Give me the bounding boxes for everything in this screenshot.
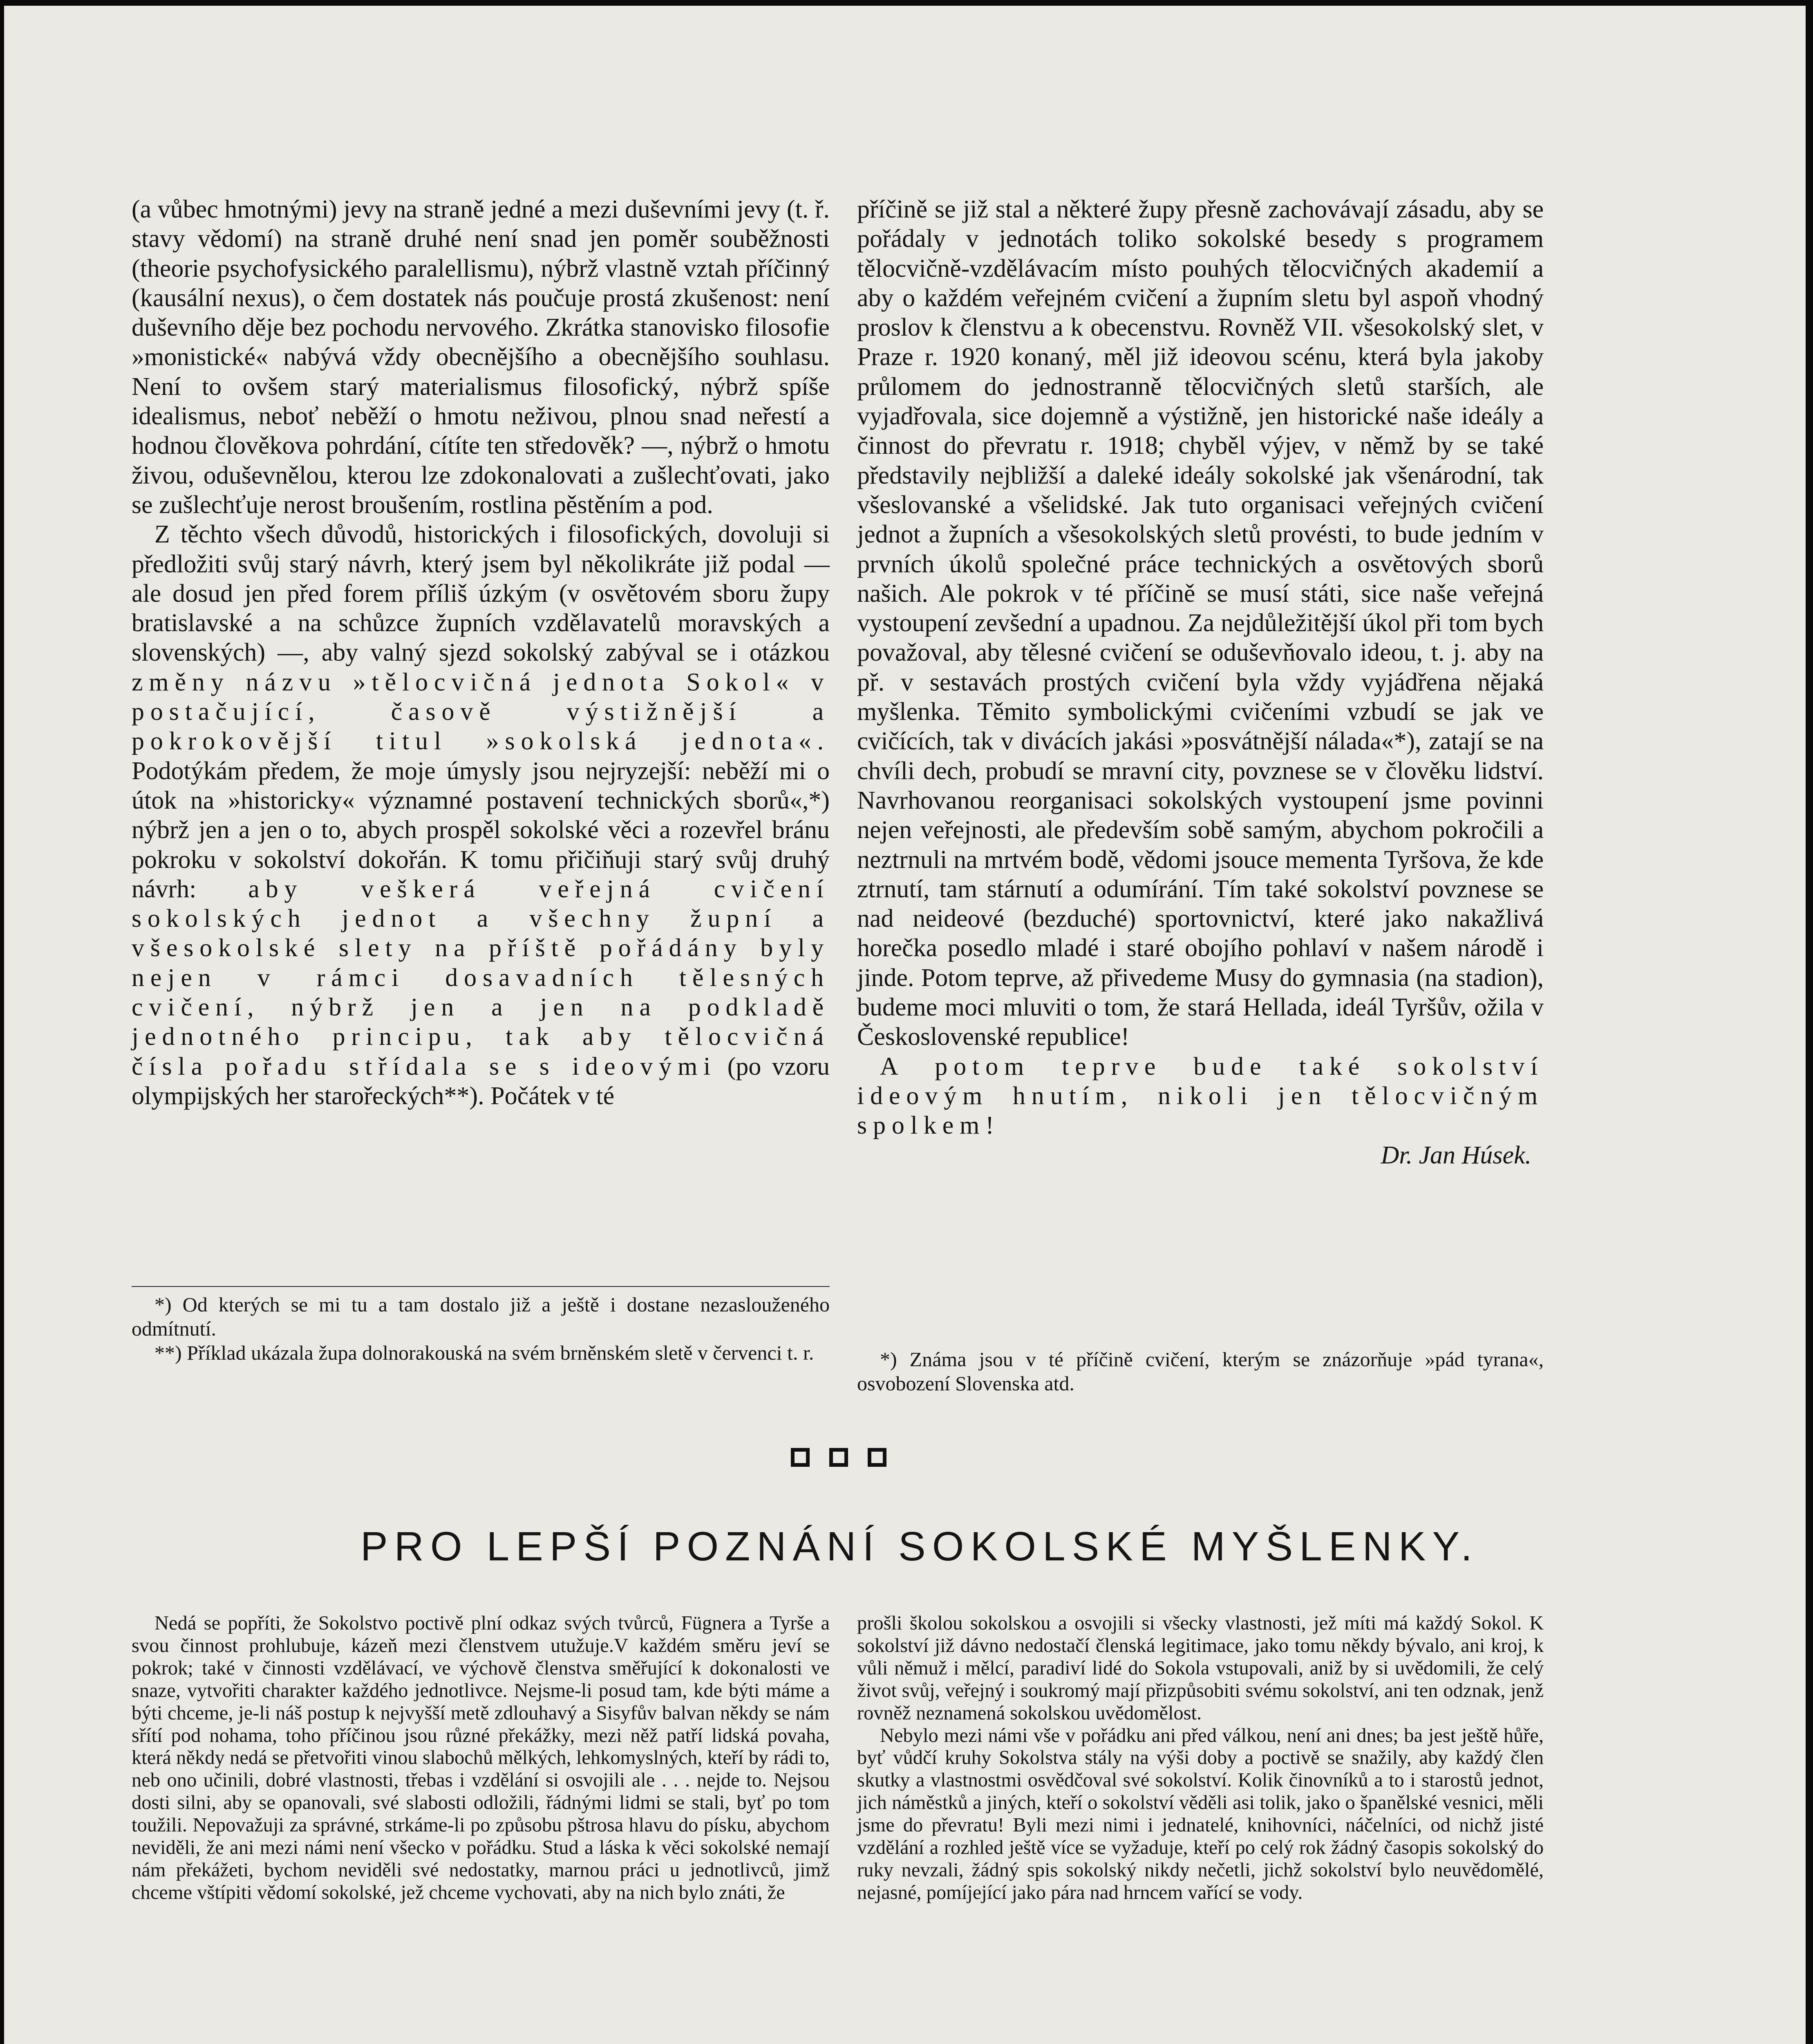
upper-right-footnotes (857, 1347, 1544, 1396)
footnote: **) Příklad ukázala župa dolnorakouská na svém brněnském sletě v červenci t. r. (154, 1341, 814, 1364)
upper-right-column (857, 195, 1544, 1170)
footnote: *) Známa jsou v té příčině cvičení, kterým se znázorňuje »pád tyrana«, osvobození Slovenska atd. (857, 1348, 1544, 1395)
footnote: *) Od kterých se mi tu a tam dostalo již a ještě i dostane nezaslouženého odmítnutí. (132, 1293, 830, 1340)
paragraph: Nedá se popříti, že Sokolstvo poctivě plní odkaz svých tvůrců, Fügnera a Tyrše a svou činnost prohlubuje, kázeň mezi členstvem utužuje.V každém směru jeví se pokrok; také v činnosti vzdělávací, ve výchově členstva směřující k dokonalosti ve snaze, vytvořiti charakter každého jednotlivce. Nejsme-li posud tam, kde býti máme a býti chceme, je-li náš postup k nejvyšší metě zdlouhavý a Sisyfův balvan někdy se nám sřítí pod nohama, toho příčinou jsou různé překážky, mezi něž patří lidská povaha, která někdy nedá se přetvořiti vinou slabochů mělkých, lehkomyslných, kteří by rádi to, neb ono učinili, dobré vlastnosti, třebas i vzdělání si osvojili ale . . . nejde to. Nejsou dosti silni, aby se opanovali, své slabosti odložili, řádnými lidmi se stali, byť po tom toužili. Nepovažuji za správné, strkáme-li po způsobu pštrosa hlavu do písku, abychom neviděli, že ani mezi námi není všecko v pořádku. Stud a láska k věci sokolské nemají nám překážeti, bychom neviděli své nedostatky, marnou práci u jednotlivců, jimž chceme vštípiti vědomí sokolské, jež chceme vychovati, aby na nich bylo znáti, že (132, 1612, 830, 1903)
square-ornament-icon (829, 1448, 848, 1467)
emphasis-spaced: změny názvu »tělocvičná jednota Sokol« v postačující, časově výstižnější a pokrokovější titul »sokolská jednota«. (132, 668, 830, 755)
upper-left-footnotes (132, 1293, 830, 1365)
signature-line (857, 1141, 1544, 1170)
footnote-rule (132, 1286, 830, 1287)
lower-left-column (132, 1612, 830, 1904)
emphasis-spaced: aby veškerá veřejná cvičení sokolských jednot a všechny župní a všesokolské slety na příště pořádány byly nejen v rámci dosavadních tělesných cvičení, nýbrž jen a jen na podkladě jednotného principu, tak aby tělocvičná čísla pořadu střídala se s ideovými (132, 875, 830, 1080)
lower-right-column (857, 1612, 1544, 1904)
section-separator (791, 1448, 913, 1472)
author-signature: Dr. Jan Húsek. (1381, 1141, 1531, 1169)
paragraph: příčině se již stal a některé župy přesně zachovávají zásadu, aby se pořádaly v jednotách toliko sokolské besedy s programem tělocvičně-vzdělávacím místo pouhých tělocvičných akademií a aby o každém veřejném cvičení a župním sletu byl aspoň vhodný proslov k členstvu a k obecenstvu. Rovněž VII. všesokolský slet, v Praze r. 1920 konaný, měl již ideovou scénu, která byla jakoby průlomem do jednostranně tělocvičných sletů starších, ale vyjadřovala, sice dojemně a výstižně, jen historické naše ideály a činnost do převratu r. 1918; chyběl výjev, v němž by se také představily nejbližší a daleké ideály sokolské jak všenárodní, tak všeslovanské a všelidské. Jak tuto organisaci veřejných cvičení jednot a župních a všesokolských sletů provésti, to bude jedním v prvních úkolů společné práce technických a osvětových sborů našich. Ale pokrok v té příčině se musí státi, sice naše veřejná vystoupení zevšední a upadnou. Za nejdůležitější úkol při tom bych považoval, aby tělesné cvičení se oduševňovalo ideou, t. j. aby na př. v sestavách prostých cvičení byla vždy vyjádřena nějaká myšlenka. Těmito symbolickými cvičeními vzbudí se jak ve cvičících, tak v divácích jakási »posvátnější nálada«*), zatají se na chvíli dech, probudí se mravní city, povznese se v člověku lidství. Navrhovanou reorganisaci sokolských vystoupení jsme povinni nejen veřejnosti, ale především sobě samým, abychom pokročili a neztrnuli na mrtvém bodě, vědomi jsouce mementa Tyršova, že kde ztrnutí, tam stárnutí a odumírání. Tím také sokolství povznese se nad neideové (bezduché) sportovnictví, které jako nakažlivá horečka posedlo mladé i staré obojího pohlaví v našem národě i jinde. Potom teprve, až přivedeme Musy do gymnasia (na stadion), budeme moci mluviti o tom, že stará Hellada, ideál Tyršův, ožila v Československé republice! (857, 195, 1544, 1051)
section-title: PRO LEPŠÍ POZNÁNÍ SOKOLSKÉ MYŠLENKY. (360, 1524, 1479, 1569)
paragraph: prošli školou sokolskou a osvojili si všecky vlastnosti, jež míti má každý Sokol. K sokolství již dávno nedostačí členská legitimace, jako tomu někdy bývalo, ani kroj, k vůli němuž i mělcí, paradiví lidé do Sokola vstupovali, aniž by si uvědomili, že celý život svůj, veřejný i soukromý mají přizpůsobiti svému sokolství, ani ten odznak, jenž rovněž neznamená sokolskou uvědomělost. (857, 1612, 1544, 1724)
closing-emphasis: A potom teprve bude také sokolství ideovým hnutím, nikoli jen tělocvičným spolkem! (857, 1052, 1544, 1140)
upper-left-column (132, 195, 830, 1111)
square-ornament-icon (868, 1448, 886, 1467)
paragraph: Z těchto všech důvodů, historických i filosofických, dovoluji si předložiti svůj starý návrh, který jsem byl několikráte již podal — ale dosud jen před forem příliš úzkým (v osvětovém sboru župy bratislavské a na schůzce župních vzdělavatelů moravských a slovenských) —, aby valný sjezd sokolský zabýval se i otázkou změny názvu »tělocvičná jednota Sokol« v postačující, časově výstižnější a pokrokovější titul »sokolská jednota«. Podotýkám předem, že moje úmysly jsou nejryzejší: neběží mi o útok na »historicky« významné postavení technických sborů«,*) nýbrž jen a jen o to, abych prospěl sokolské věci a rozevřel bránu pokroku v sokolství dokořán. K tomu přičiňuji starý svůj druhý návrh: aby veškerá veřejná cvičení sokolských jednot a všechny župní a všesokolské slety na příště pořádány byly nejen v rámci dosavadních tělesných cvičení, nýbrž jen a jen na podkladě jednotného principu, tak aby tělocvičná čísla pořadu střídala se s ideovými (po vzoru olympijských her starořeckých**). Počátek v té (132, 520, 830, 1110)
journal-page (4, 6, 1806, 2044)
paragraph: (a vůbec hmotnými) jevy na straně jedné a mezi duševními jevy (t. ř. stavy vědomí) na straně druhé není snad jen poměr souběžnosti (theorie psychofysického paralellismu), nýbrž vlastně vztah příčinný (kausální nexus), o čem dostatek nás poučuje prostá zkušenost: není duševního děje bez pochodu nervového. Zkrátka stanovisko filosofie »monistické« nabývá vždy obecnějšího a obecnějšího souhlasu. Není to ovšem starý materialismus filosofický, nýbrž spíše idealismus, neboť neběží o hmotu neživou, plnou snad neřestí a hodnou člověkova pohrdání, cítíte ten středověk? —, nýbrž o hmotu živou, oduševnělou, kterou lze zdokonalovati a zušlechťovati, jako se zušlechťuje nerost broušením, rostlina pěstěním a pod. (132, 195, 830, 519)
paragraph: Nebylo mezi námi vše v pořádku ani před válkou, není ani dnes; ba jest ještě hůře, byť vůdčí kruhy Sokolstva stály na výši doby a poctivě se snažily, aby každý člen skutky a vlastnostmi osvědčoval své sokolství. Kolik činovníků a to i starostů jednot, jich náměstků a jiných, kteří o sokolství věděli asi tolik, jako o španělské vesnici, měli jsme do převratu! Byli mezi nimi i jednatelé, knihovníci, náčelníci, od nichž jisté vzdělání a rozhled ještě více se vyžaduje, kteří po celý rok žádný časopis sokolský do ruky nevzali, žádný spis sokolský nikdy nečetli, jichž sokolství bylo neuvědomělé, nejasné, pomíjející jako pára nad hrncem vařící se vody. (857, 1724, 1544, 1903)
square-ornament-icon (791, 1448, 810, 1467)
